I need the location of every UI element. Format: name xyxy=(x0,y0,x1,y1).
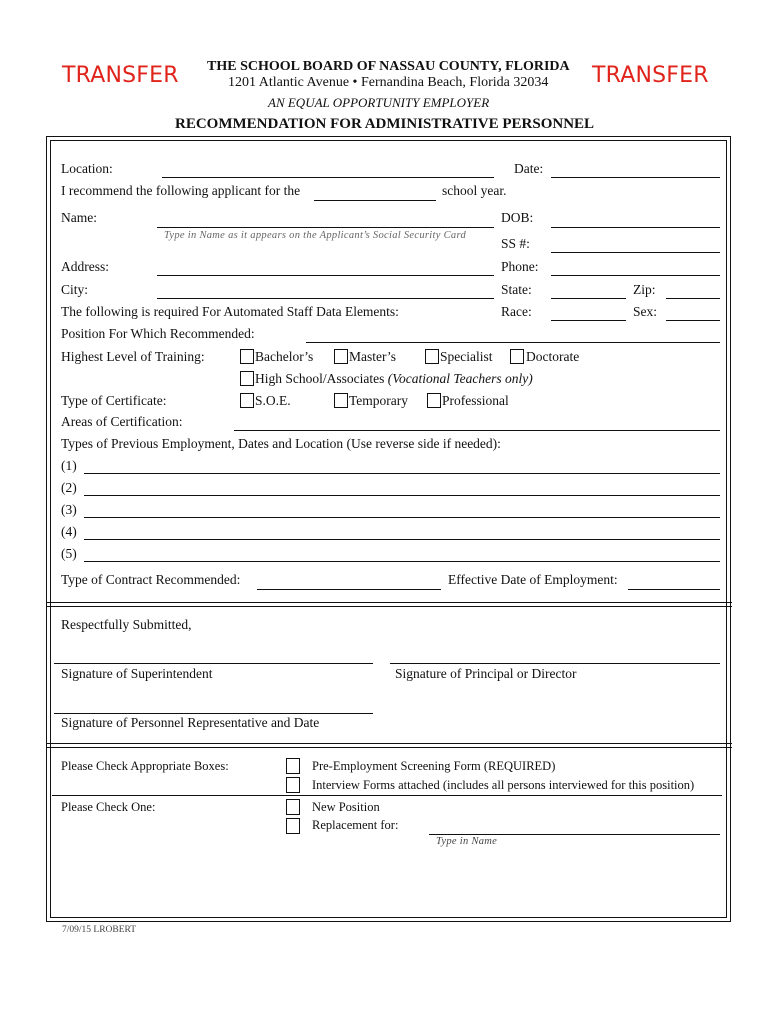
superintendent-signature-line[interactable] xyxy=(54,663,373,664)
temporary-checkbox[interactable] xyxy=(334,393,348,408)
personnel-signature-line[interactable] xyxy=(54,713,373,714)
transfer-stamp-right: TRANSFER xyxy=(592,63,709,88)
replacement-label: Replacement for: xyxy=(312,818,399,832)
areas-field[interactable] xyxy=(234,430,720,431)
phone-field[interactable] xyxy=(551,275,720,276)
position-label: Position For Which Recommended: xyxy=(61,326,255,341)
submitted-label: Respectfully Submitted, xyxy=(61,617,192,632)
city-label: City: xyxy=(61,282,89,297)
date-field[interactable] xyxy=(551,177,720,178)
effective-date-label: Effective Date of Employment: xyxy=(448,572,618,587)
interview-forms-checkbox[interactable] xyxy=(286,777,300,793)
masters-label: Master’s xyxy=(349,349,396,364)
section-divider-1 xyxy=(46,602,732,607)
new-position-checkbox[interactable] xyxy=(286,799,300,815)
new-position-label: New Position xyxy=(312,800,380,814)
phone-label: Phone: xyxy=(501,259,539,274)
effective-date-field[interactable] xyxy=(628,589,720,590)
dob-label: DOB: xyxy=(501,210,534,225)
state-label: State: xyxy=(501,282,532,297)
contract-label: Type of Contract Recommended: xyxy=(61,572,241,587)
dob-field[interactable] xyxy=(551,227,720,228)
prev-item-2-label: (2) xyxy=(61,480,77,495)
org-address: 1201 Atlantic Avenue • Fernandina Beach, Florida 32034 xyxy=(228,75,549,90)
transfer-stamp-left: TRANSFER xyxy=(62,63,179,88)
section-divider-2 xyxy=(46,743,732,748)
personnel-signature-label: Signature of Personnel Representative and Date xyxy=(61,715,320,730)
school-year-text: school year. xyxy=(442,183,507,198)
areas-label: Areas of Certification: xyxy=(61,414,183,429)
appropriate-boxes-label: Please Check Appropriate Boxes: xyxy=(61,759,229,773)
position-field[interactable] xyxy=(306,342,720,343)
soe-checkbox[interactable] xyxy=(240,393,254,408)
prev-item-2-field[interactable] xyxy=(84,495,720,496)
pre-employment-label: Pre-Employment Screening Form (REQUIRED) xyxy=(312,759,556,773)
replacement-name-field[interactable] xyxy=(429,834,720,835)
required-note: The following is required For Automated Staff Data Elements: xyxy=(61,304,399,319)
sex-label: Sex: xyxy=(633,304,658,319)
interview-forms-label: Interview Forms attached (includes all persons interviewed for this position) xyxy=(312,778,695,792)
bachelors-checkbox[interactable] xyxy=(240,349,254,364)
prev-item-5-field[interactable] xyxy=(84,561,720,562)
high-school-label xyxy=(255,371,533,387)
prev-item-4-label: (4) xyxy=(61,524,77,539)
superintendent-signature-label: Signature of Superintendent xyxy=(61,666,213,681)
check-one-label: Please Check One: xyxy=(61,800,156,814)
sex-field[interactable] xyxy=(666,320,720,321)
professional-checkbox[interactable] xyxy=(427,393,441,408)
name-field[interactable] xyxy=(157,227,494,228)
prev-item-5-label: (5) xyxy=(61,546,77,561)
bachelors-label: Bachelor’s xyxy=(255,349,314,364)
prev-item-3-label: (3) xyxy=(61,502,77,517)
masters-checkbox[interactable] xyxy=(334,349,348,364)
address-field[interactable] xyxy=(157,275,494,276)
city-field[interactable] xyxy=(157,298,494,299)
high-school-checkbox[interactable] xyxy=(240,371,254,386)
race-label: Race: xyxy=(501,304,532,319)
prev-employment-label: Types of Previous Employment, Dates and Location (Use reverse side if needed): xyxy=(61,436,501,451)
replacement-checkbox[interactable] xyxy=(286,818,300,834)
ssn-field[interactable] xyxy=(551,252,720,253)
doctorate-label: Doctorate xyxy=(526,349,580,364)
soe-label: S.O.E. xyxy=(255,393,291,408)
prev-item-3-field[interactable] xyxy=(84,517,720,518)
org-name: THE SCHOOL BOARD OF NASSAU COUNTY, FLORIDA xyxy=(207,59,570,74)
zip-field[interactable] xyxy=(666,298,720,299)
footer-revision: 7/09/15 LROBERT xyxy=(62,925,137,935)
date-label: Date: xyxy=(514,161,544,176)
type-in-name-hint: Type in Name xyxy=(436,836,498,847)
principal-signature-line[interactable] xyxy=(390,663,720,664)
professional-label: Professional xyxy=(442,393,509,408)
doctorate-checkbox[interactable] xyxy=(510,349,524,364)
checks-divider xyxy=(52,795,722,796)
prev-item-4-field[interactable] xyxy=(84,539,720,540)
contract-field[interactable] xyxy=(257,589,441,590)
prev-item-1-field[interactable] xyxy=(84,473,720,474)
high-school-main-label: High School/Associates xyxy=(255,371,385,386)
name-hint: Type in Name as it appears on the Applicant’s Social Security Card xyxy=(164,230,467,241)
location-label: Location: xyxy=(61,161,113,176)
principal-signature-label: Signature of Principal or Director xyxy=(395,666,577,681)
address-label: Address: xyxy=(61,259,109,274)
temporary-label: Temporary xyxy=(349,393,409,408)
training-label: Highest Level of Training: xyxy=(61,349,205,364)
form-title: RECOMMENDATION FOR ADMINISTRATIVE PERSONNEL xyxy=(175,116,595,132)
specialist-checkbox[interactable] xyxy=(425,349,439,364)
prev-item-1-label: (1) xyxy=(61,458,77,473)
ssn-label: SS #: xyxy=(501,236,530,251)
state-field[interactable] xyxy=(551,298,626,299)
specialist-label: Specialist xyxy=(440,349,493,364)
zip-label: Zip: xyxy=(633,282,656,297)
race-field[interactable] xyxy=(551,320,626,321)
recommend-text: I recommend the following applicant for the xyxy=(61,183,301,198)
school-year-field[interactable] xyxy=(314,200,436,201)
certificate-label: Type of Certificate: xyxy=(61,393,167,408)
pre-employment-checkbox[interactable] xyxy=(286,758,300,774)
org-tagline: AN EQUAL OPPORTUNITY EMPLOYER xyxy=(268,95,490,110)
vocational-note: (Vocational Teachers only) xyxy=(387,371,533,386)
location-field[interactable] xyxy=(162,177,494,178)
name-label: Name: xyxy=(61,210,97,225)
